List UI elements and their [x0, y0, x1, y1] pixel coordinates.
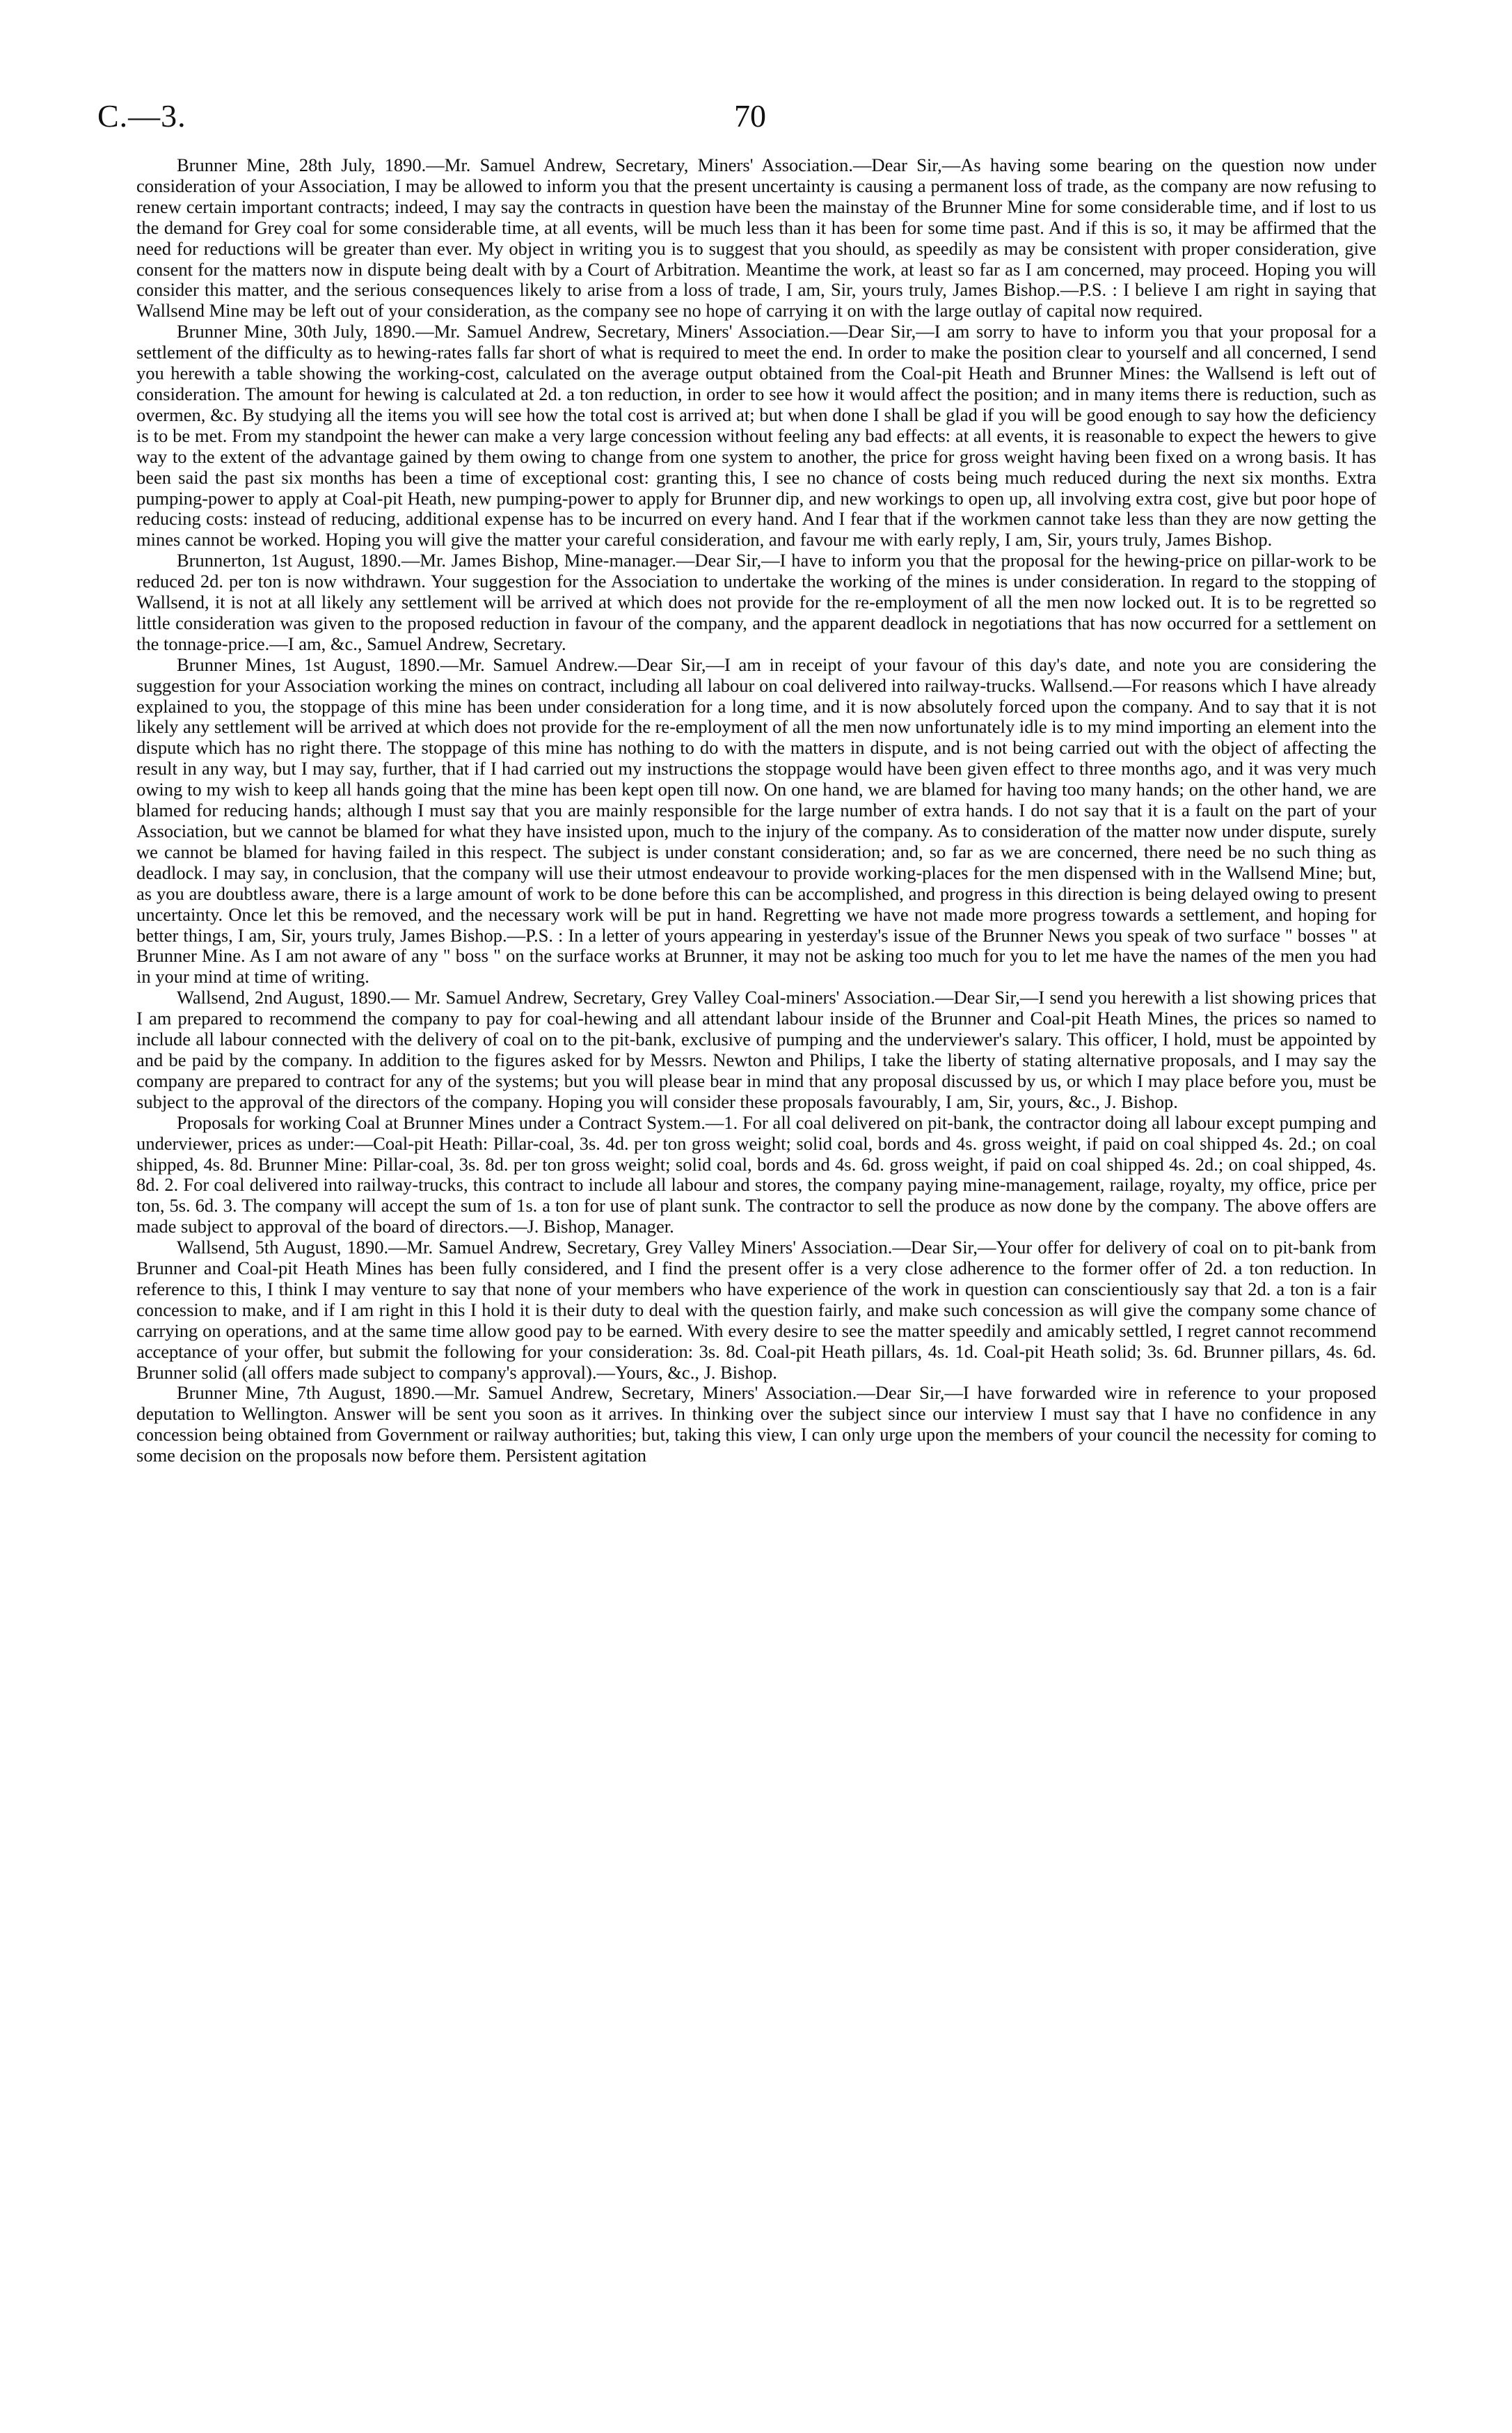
document-reference: C.—3. — [97, 98, 186, 134]
proposals-paragraph: Proposals for working Coal at Brunner Mines under a Contract System.—1. For all coal delivered on pit-bank, the contractor doing all labour except pumping and underviewer, prices as under:—Coal-pit Heath: Pillar-coal, 3s. 4d. per ton gross weight; solid coal, bords and 4s. gross weight, if paid on coal shipped 4s. 2d.; on coal shipped, 4s. 8d. Brunner Mine: Pillar-coal, 3s. 8d. per ton gross weight; solid coal, bords and 4s. 6d. gross weight, if paid on coal shipped 4s. 2d.; on coal shipped, 4s. 8d. 2. For coal delivered into railway-trucks, this contract to include all labour and stores, the company paying mine-management, railage, royalty, my office, price per ton, 5s. 6d. 3. The company will accept the sum of 1s. a ton for use of plant sunk. The contractor to sell the produce as now done by the company. The above offers are made subject to approval of the board of directors.—J. Bishop, Manager. — [136, 1111, 1376, 1237]
letter-paragraph: Brunner Mines, 1st August, 1890.—Mr. Samuel Andrew.—Dear Sir,—I am in receipt of your favour of this day's date, and note you are considering the suggestion for your Association working the mines on contract, including all labour on coal delivered into railway-trucks. Wallsend.—For reasons which I have already explained to you, the stoppage of this mine has been under consideration for a long time, and it is now absolutely forced upon the company. And to say that it is not likely any settlement will be arrived at which does not provide for the re-employment of all the men now unfortunately idle is to my mind importing an element into the dispute which has no right there. The stoppage of this mine has nothing to do with the matters in dispute, and is not being carried out with the object of affecting the result in any way, but I may say, further, that if I had carried out my instructions the stoppage would have been given effect to three months ago, and it was very much owing to my wish to keep all hands going that the mine has been kept open till now. On one hand, we are blamed for having too many hands; on the other hand, we are blamed for reducing hands; although I must say that you are mainly responsible for the large number of extra hands. I do not say that it is a fault on the part of your Association, but we cannot be blamed for what they have insisted upon, much to the injury of the company. As to consideration of the matter now under dispute, surely we cannot be blamed for having failed in this respect. The subject is under constant consideration; and, so far as we are concerned, there need be no such thing as deadlock. I may say, in conclusion, that the company will use their utmost endeavour to provide working-places for the men dispensed with in the Wallsend Mine; but, as you are doubtless aware, there is a large amount of work to be done before this can be accomplished, and progress in this direction is being delayed owing to present uncertainty. Once let this be removed, and the necessary work will be put in hand. Regretting we have not made more progress towards a settlement, and hoping for better things, I am, Sir, yours truly, James Bishop.—P.S. : In a letter of yours appearing in yesterday's issue of the Brunner News you speak of two surface " bosses " at Brunner Mine. As I am not aware of any " boss " on the surface works at Brunner, it may not be asking too much for you to let me have the names of the men you had in your mind at time of writing. — [136, 653, 1376, 988]
letter-paragraph: Brunnerton, 1st August, 1890.—Mr. James Bishop, Mine-manager.—Dear Sir,—I have to inform you that the proposal for the hewing-price on pillar-work to be reduced 2d. per ton is now withdrawn. Your suggestion for the Association to undertake the working of the mines is under consideration. In regard to the stopping of Wallsend, it is not at all likely any settlement will be arrived at which does not provide for the re-employment of all the men now locked out. It is to be regretted so little consideration was given to the proposed reduction in favour of the company, and the apparent deadlock in negotiations that has now occurred for a settlement on the tonnage-price.—I am, &c., Samuel Andrew, Secretary. — [136, 550, 1376, 654]
page-number: 70 — [734, 98, 766, 134]
page-header — [97, 97, 1415, 139]
letter-paragraph: Wallsend, 5th August, 1890.—Mr. Samuel Andrew, Secretary, Grey Valley Miners' Association.—Dear Sir,—Your offer for delivery of coal on to pit-bank from Brunner and Coal-pit Heath Mines has been fully considered, and I find the present offer is a very close adherence to the former offer of 2d. a ton reduction. In reference to this, I think I may venture to say that none of your members who have experience of the work in question can conscientiously say that 2d. a ton is a fair concession to make, and if I am right in this I hold it is their duty to deal with the question fairly, and make such concession as will give the company some chance of carrying on operations, and at the same time allow good pay to be earned. With every desire to see the matter speedily and amicably settled, I regret cannot recommend acceptance of your offer, but submit the following for your consideration: 3s. 8d. Coal-pit Heath pillars, 4s. 1d. Coal-pit Heath solid; 3s. 6d. Brunner pillars, 4s. 6d. Brunner solid (all offers made subject to company's approval).—Yours, &c., J. Bishop. — [136, 1237, 1376, 1383]
letter-paragraph: Brunner Mine, 28th July, 1890.—Mr. Samuel Andrew, Secretary, Miners' Association.—Dear Sir,—As having some bearing on the question now under consideration of your Association, I may be allowed to inform you that the present uncertainty is causing a permanent loss of trade, as the company are now refusing to renew certain important contracts; indeed, I may say the contracts in question have been the mainstay of the Brunner Mine for some considerable time, and if lost to us the demand for Grey coal for some considerable time, at all events, will be much less than it has been for some time past. And if this is so, it may be affirmed that the need for reductions will be greater than ever. My object in writing you is to suggest that you should, as speedily as may be consistent with proper consideration, give consent for the matters now in dispute being dealt with by a Court of Arbitration. Meantime the work, at least so far as I am concerned, may proceed. Hoping you will consider this matter, and the serious consequences likely to arise from a loss of trade, I am, Sir, yours truly, James Bishop.—P.S. : I believe I am right in saying that Wallsend Mine may be left out of your consideration, as the company see no hope of carrying it on with the large outlay of capital now required. — [136, 154, 1376, 322]
letter-paragraph: Wallsend, 2nd August, 1890.— Mr. Samuel Andrew, Secretary, Grey Valley Coal-miners' Association.—Dear Sir,—I send you herewith a list showing prices that I am prepared to recommend the company to pay for coal-hewing and all attendant labour inside of the Brunner and Coal-pit Heath Mines, the prices so named to include all labour connected with the delivery of coal on to the pit-bank, exclusive of pumping and the underviewer's salary. This officer, I hold, must be appointed by and be paid by the company. In addition to the figures asked for by Messrs. Newton and Philips, I take the liberty of stating alternative proposals, and I may say the company are prepared to contract for any of the systems; but you will please bear in mind that any proposal discussed by us, or which I may place before you, must be subject to the approval of the directors of the company. Hoping you will consider these proposals favourably, I am, Sir, yours, &c., J. Bishop. — [136, 987, 1376, 1112]
letters-body — [136, 155, 1376, 1466]
letter-paragraph: Brunner Mine, 7th August, 1890.—Mr. Samuel Andrew, Secretary, Miners' Association.—Dear Sir,—I have forwarded wire in reference to your proposed deputation to Wellington. Answer will be sent you soon as it arrives. In thinking over the subject since our interview I must say that I have no confidence in any concession being obtained from Government or railway authorities; but, taking this view, I can only urge upon the members of your council the necessity for coming to some decision on the proposals now before them. Persistent agitation — [136, 1382, 1376, 1466]
letter-paragraph: Brunner Mine, 30th July, 1890.—Mr. Samuel Andrew, Secretary, Miners' Association.—Dear Sir,—I am sorry to have to inform you that your proposal for a settlement of the difficulty as to hewing-rates falls far short of what is required to meet the end. In order to make the position clear to yourself and all concerned, I send you herewith a table showing the working-cost, calculated on the average output obtained from the Coal-pit Heath and Brunner Mines: the Wallsend is left out of consideration. The amount for hewing is calculated at 2d. a ton reduction, in order to see how it would affect the position; and in many items there is reduction, such as overmen, &c. By studying all the items you will see how the total cost is arrived at; but when done I shall be glad if you will be good enough to say how the deficiency is to be met. From my standpoint the hewer can make a very large concession without feeling any bad effects: at all events, it is reasonable to expect the hewers to give way to the extent of the advantage gained by them owing to change from one system to another, the price for gross weight having been fixed on a wrong basis. It has been said the past six months has been a time of exceptional cost: granting this, I see no chance of costs being much reduced during the next six months. Extra pumping-power to apply at Coal-pit Heath, new pumping-power to apply for Brunner dip, and new workings to open up, all involving extra cost, give but poor hope of reducing costs: instead of reducing, additional expense has to be incurred on every hand. And I fear that if the workmen cannot take less than they are now getting the mines cannot be worked. Hoping you will give the matter your careful consideration, and favour me with early reply, I am, Sir, yours truly, James Bishop. — [136, 321, 1376, 550]
